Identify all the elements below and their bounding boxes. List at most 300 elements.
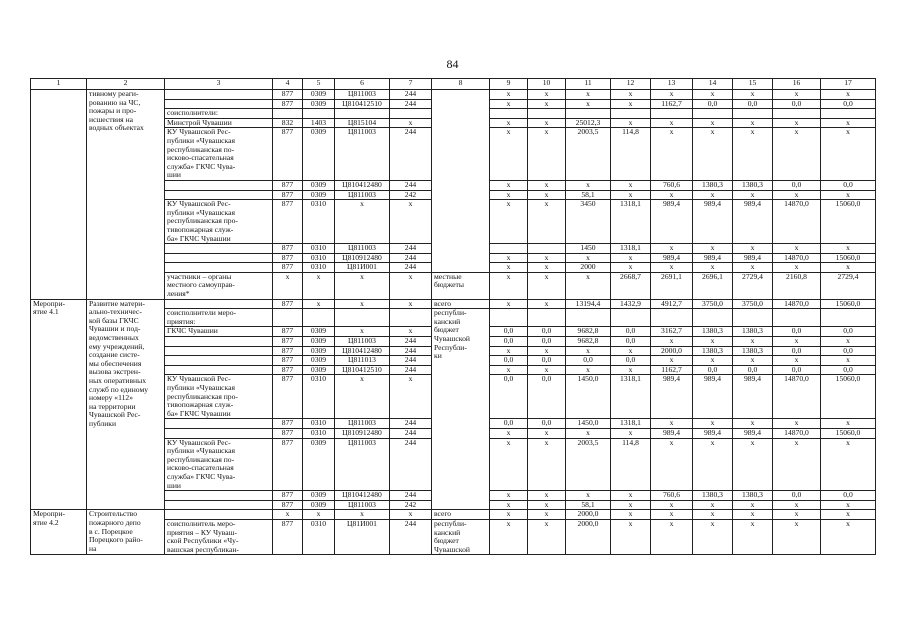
amount-cell: x bbox=[528, 491, 566, 501]
amount-cell: 0,0 bbox=[490, 327, 528, 337]
amount-cell: x bbox=[528, 428, 566, 438]
amount-cell: 14870,0 bbox=[773, 253, 821, 263]
amount-cell: x bbox=[773, 263, 821, 273]
budget-code-cell: 0310 bbox=[303, 253, 335, 263]
amount-cell: 3750,0 bbox=[733, 299, 773, 309]
executor-cell: КУ Чувашской Рес- публики «Чувашская республиканская про- тивопожарная служ- ба» ГКЧС Чувашии bbox=[165, 200, 273, 244]
amount-cell: x bbox=[693, 128, 733, 181]
amount-cell: x bbox=[773, 190, 821, 200]
amount-cell: x bbox=[733, 244, 773, 254]
budget-code-cell: 877 bbox=[273, 190, 303, 200]
budget-code-cell: 0309 bbox=[303, 365, 335, 375]
amount-cell: 9682,8 bbox=[566, 327, 611, 337]
amount-cell: x bbox=[528, 200, 566, 244]
budget-code-cell: 877 bbox=[273, 299, 303, 309]
budget-code-cell: 0309 bbox=[303, 190, 335, 200]
budget-code-cell: 0310 bbox=[303, 428, 335, 438]
amount-cell: x bbox=[773, 356, 821, 366]
budget-code-cell: 0309 bbox=[303, 337, 335, 347]
budget-code-cell: x bbox=[390, 299, 432, 309]
amount-cell: x bbox=[693, 244, 733, 254]
budget-code-cell bbox=[273, 309, 303, 327]
column-header: 2 bbox=[87, 79, 165, 90]
amount-cell: x bbox=[693, 263, 733, 273]
amount-cell: x bbox=[693, 190, 733, 200]
amount-cell: x bbox=[611, 118, 651, 128]
amount-cell: x bbox=[566, 272, 611, 299]
amount-cell: 2696,1 bbox=[693, 272, 733, 299]
amount-cell: x bbox=[733, 263, 773, 273]
budget-code-cell: 244 bbox=[390, 180, 432, 190]
amount-cell: x bbox=[773, 519, 821, 554]
executor-cell: участники – органы местного самоуправ- ления* bbox=[165, 272, 273, 299]
amount-cell: 1318,1 bbox=[611, 244, 651, 254]
amount-cell: 989,4 bbox=[733, 375, 773, 419]
amount-cell: x bbox=[611, 190, 651, 200]
amount-cell bbox=[490, 309, 528, 327]
amount-cell: 0,0 bbox=[821, 180, 876, 190]
amount-cell: x bbox=[773, 419, 821, 429]
amount-cell: x bbox=[651, 519, 693, 554]
amount-cell: 0,0 bbox=[528, 375, 566, 419]
budget-code-cell: 877 bbox=[273, 356, 303, 366]
header-row bbox=[31, 79, 876, 90]
budget-code-cell: Ц811003 bbox=[335, 419, 390, 429]
amount-cell: 989,4 bbox=[733, 253, 773, 263]
budget-code-cell: 877 bbox=[273, 337, 303, 347]
amount-cell: x bbox=[528, 263, 566, 273]
amount-cell: x bbox=[651, 510, 693, 520]
budget-code-cell: 0309 bbox=[303, 438, 335, 491]
budget-code-cell: x bbox=[335, 299, 390, 309]
amount-cell: x bbox=[693, 500, 733, 510]
amount-cell bbox=[566, 109, 611, 119]
budget-table bbox=[30, 78, 876, 555]
amount-cell: 989,4 bbox=[693, 200, 733, 244]
amount-cell: 2003,5 bbox=[566, 438, 611, 491]
amount-cell: 2000,0 bbox=[566, 519, 611, 554]
budget-code-cell: 244 bbox=[390, 99, 432, 109]
amount-cell: x bbox=[733, 510, 773, 520]
budget-code-cell: 877 bbox=[273, 90, 303, 100]
amount-cell: x bbox=[821, 519, 876, 554]
budget-code-cell: x bbox=[390, 118, 432, 128]
amount-cell: 989,4 bbox=[651, 253, 693, 263]
amount-cell bbox=[693, 309, 733, 327]
budget-code-cell: 0309 bbox=[303, 180, 335, 190]
amount-cell: x bbox=[651, 500, 693, 510]
amount-cell: 14870,0 bbox=[773, 375, 821, 419]
measure-id-cell: Меропри- ятие 4.1 bbox=[31, 299, 87, 510]
amount-cell bbox=[611, 309, 651, 327]
amount-cell bbox=[733, 109, 773, 119]
amount-cell: 3750,0 bbox=[693, 299, 733, 309]
amount-cell: 989,4 bbox=[733, 428, 773, 438]
amount-cell: x bbox=[821, 510, 876, 520]
amount-cell: x bbox=[733, 438, 773, 491]
amount-cell bbox=[773, 309, 821, 327]
amount-cell: 989,4 bbox=[733, 200, 773, 244]
amount-cell: x bbox=[528, 519, 566, 554]
funding-source-cell: республи- канский бюджет Чувашской bbox=[432, 519, 490, 554]
amount-cell: x bbox=[566, 99, 611, 109]
executor-cell bbox=[165, 253, 273, 263]
amount-cell: 25012,3 bbox=[566, 118, 611, 128]
amount-cell: x bbox=[490, 519, 528, 554]
amount-cell: x bbox=[528, 365, 566, 375]
budget-code-cell: x bbox=[303, 299, 335, 309]
page-number: 84 bbox=[446, 57, 459, 71]
budget-code-cell: 877 bbox=[273, 519, 303, 554]
amount-cell: x bbox=[490, 99, 528, 109]
amount-cell: x bbox=[611, 263, 651, 273]
amount-cell: 2668,7 bbox=[611, 272, 651, 299]
budget-code-cell: 0310 bbox=[303, 419, 335, 429]
amount-cell: x bbox=[773, 510, 821, 520]
amount-cell: x bbox=[821, 190, 876, 200]
amount-cell: 15060,0 bbox=[821, 253, 876, 263]
budget-code-cell: x bbox=[273, 272, 303, 299]
amount-cell bbox=[651, 109, 693, 119]
amount-cell bbox=[490, 109, 528, 119]
amount-cell: 15060,0 bbox=[821, 200, 876, 244]
amount-cell: x bbox=[490, 128, 528, 181]
amount-cell: 0,0 bbox=[490, 419, 528, 429]
amount-cell: 0,0 bbox=[773, 327, 821, 337]
amount-cell: 15060,0 bbox=[821, 375, 876, 419]
amount-cell: x bbox=[490, 299, 528, 309]
budget-code-cell: 877 bbox=[273, 253, 303, 263]
budget-code-cell: 0310 bbox=[303, 200, 335, 244]
amount-cell: x bbox=[821, 337, 876, 347]
amount-cell bbox=[490, 244, 528, 254]
column-header: 17 bbox=[821, 79, 876, 90]
amount-cell: 0,0 bbox=[693, 99, 733, 109]
amount-cell bbox=[611, 109, 651, 119]
budget-code-cell bbox=[335, 309, 390, 327]
executor-cell bbox=[165, 365, 273, 375]
amount-cell: 0,0 bbox=[773, 346, 821, 356]
amount-cell: 2691,1 bbox=[651, 272, 693, 299]
amount-cell: x bbox=[773, 500, 821, 510]
amount-cell: 2729,4 bbox=[821, 272, 876, 299]
budget-code-cell: 0310 bbox=[303, 244, 335, 254]
amount-cell: x bbox=[611, 90, 651, 100]
budget-code-cell: x bbox=[335, 200, 390, 244]
amount-cell: 1450 bbox=[566, 244, 611, 254]
budget-code-cell: 244 bbox=[390, 438, 432, 491]
amount-cell: x bbox=[611, 519, 651, 554]
amount-cell: 0,0 bbox=[611, 337, 651, 347]
budget-code-cell bbox=[303, 109, 335, 119]
amount-cell: x bbox=[773, 337, 821, 347]
amount-cell: 1318,1 bbox=[611, 419, 651, 429]
budget-code-cell: 242 bbox=[390, 190, 432, 200]
amount-cell: 0,0 bbox=[528, 419, 566, 429]
amount-cell: 0,0 bbox=[693, 365, 733, 375]
amount-cell: 1432,9 bbox=[611, 299, 651, 309]
amount-cell: 3162,7 bbox=[651, 327, 693, 337]
amount-cell: 0,0 bbox=[528, 327, 566, 337]
budget-code-cell: 0309 bbox=[303, 500, 335, 510]
amount-cell bbox=[528, 244, 566, 254]
table-row bbox=[31, 90, 876, 100]
amount-cell: 2000 bbox=[566, 263, 611, 273]
amount-cell: 1318,1 bbox=[611, 375, 651, 419]
budget-code-cell: Ц810412510 bbox=[335, 99, 390, 109]
budget-code-cell: x bbox=[390, 200, 432, 244]
budget-code-cell: 877 bbox=[273, 99, 303, 109]
budget-code-cell: x bbox=[335, 510, 390, 520]
table-row bbox=[31, 510, 876, 520]
amount-cell: x bbox=[528, 90, 566, 100]
amount-cell: x bbox=[651, 90, 693, 100]
amount-cell: 1380,3 bbox=[693, 180, 733, 190]
budget-code-cell: Ц811003 bbox=[335, 244, 390, 254]
budget-code-cell: 877 bbox=[273, 327, 303, 337]
budget-code-cell: x bbox=[390, 510, 432, 520]
budget-code-cell: 877 bbox=[273, 375, 303, 419]
amount-cell: x bbox=[528, 299, 566, 309]
executor-cell bbox=[165, 180, 273, 190]
amount-cell: x bbox=[733, 419, 773, 429]
table-row bbox=[31, 299, 876, 309]
column-header: 6 bbox=[335, 79, 390, 90]
executor-cell bbox=[165, 190, 273, 200]
amount-cell: x bbox=[566, 491, 611, 501]
amount-cell: 0,0 bbox=[821, 365, 876, 375]
budget-code-cell: 877 bbox=[273, 491, 303, 501]
amount-cell: 0,0 bbox=[611, 356, 651, 366]
amount-cell: x bbox=[490, 118, 528, 128]
budget-code-cell: 877 bbox=[273, 346, 303, 356]
amount-cell bbox=[651, 309, 693, 327]
budget-code-cell: Ц815104 bbox=[335, 118, 390, 128]
budget-code-cell: x bbox=[303, 510, 335, 520]
amount-cell: 2000,0 bbox=[566, 510, 611, 520]
amount-cell: x bbox=[611, 253, 651, 263]
amount-cell: x bbox=[490, 510, 528, 520]
amount-cell: 0,0 bbox=[773, 365, 821, 375]
funding-source-cell: всего bbox=[432, 510, 490, 520]
amount-cell: x bbox=[611, 365, 651, 375]
amount-cell: 0,0 bbox=[821, 491, 876, 501]
amount-cell: 13194,4 bbox=[566, 299, 611, 309]
executor-cell bbox=[165, 90, 273, 100]
executor-cell: КУ Чувашской Рес- публики «Чувашская республиканская по- исково-спасательная служба» ГКЧС Чува- шии bbox=[165, 438, 273, 491]
amount-cell: x bbox=[733, 519, 773, 554]
amount-cell: x bbox=[651, 438, 693, 491]
column-header: 13 bbox=[651, 79, 693, 90]
amount-cell: x bbox=[528, 510, 566, 520]
amount-cell: x bbox=[490, 190, 528, 200]
amount-cell: x bbox=[693, 356, 733, 366]
amount-cell: x bbox=[490, 346, 528, 356]
budget-code-cell: Ц810412480 bbox=[335, 491, 390, 501]
budget-code-cell bbox=[390, 109, 432, 119]
measure-name-cell: тивному реаги- рованию на ЧС, пожары и про- исшествия на водных объектах bbox=[87, 90, 165, 300]
amount-cell: 14870,0 bbox=[773, 299, 821, 309]
amount-cell: 0,0 bbox=[528, 337, 566, 347]
budget-code-cell: 0309 bbox=[303, 99, 335, 109]
amount-cell: x bbox=[773, 438, 821, 491]
column-header: 11 bbox=[566, 79, 611, 90]
budget-code-cell: x bbox=[390, 327, 432, 337]
budget-code-cell bbox=[303, 309, 335, 327]
budget-code-cell: 244 bbox=[390, 365, 432, 375]
budget-code-cell: 244 bbox=[390, 90, 432, 100]
amount-cell bbox=[528, 109, 566, 119]
budget-code-cell: Ц811003 bbox=[335, 128, 390, 181]
amount-cell: x bbox=[528, 99, 566, 109]
funding-source-cell: местные бюджеты bbox=[432, 272, 490, 299]
amount-cell: x bbox=[490, 491, 528, 501]
budget-code-cell: 244 bbox=[390, 491, 432, 501]
budget-code-cell: Ц811003 bbox=[335, 90, 390, 100]
amount-cell: x bbox=[821, 356, 876, 366]
measure-name-cell: Развитие матери- ально-техничес- кой базы ГКЧС Чувашии и под- ведомственных ему учреждений, создание систе- мы обеспечения вызова экстрен- ных оперативных служб по единому номеру «112» на территории Чувашской Рес- публики bbox=[87, 299, 165, 510]
amount-cell: x bbox=[693, 510, 733, 520]
amount-cell: 1380,3 bbox=[733, 327, 773, 337]
budget-code-cell: 244 bbox=[390, 244, 432, 254]
amount-cell bbox=[566, 309, 611, 327]
budget-code-cell: Ц811003 bbox=[335, 438, 390, 491]
budget-code-cell: x bbox=[335, 272, 390, 299]
executor-cell bbox=[165, 244, 273, 254]
executor-cell bbox=[165, 337, 273, 347]
amount-cell: x bbox=[733, 500, 773, 510]
budget-code-cell: 0309 bbox=[303, 327, 335, 337]
budget-code-cell: 832 bbox=[273, 118, 303, 128]
amount-cell: x bbox=[693, 337, 733, 347]
amount-cell: x bbox=[611, 99, 651, 109]
column-header: 15 bbox=[733, 79, 773, 90]
amount-cell: 0,0 bbox=[821, 99, 876, 109]
funding-source-cell: республи- канский бюджет Чувашской Республи- ки bbox=[432, 309, 490, 510]
budget-code-cell: 0309 bbox=[303, 128, 335, 181]
budget-code-cell: 0310 bbox=[303, 375, 335, 419]
budget-code-cell: 877 bbox=[273, 128, 303, 181]
amount-cell: 1162,7 bbox=[651, 99, 693, 109]
amount-cell: x bbox=[773, 90, 821, 100]
amount-cell: x bbox=[566, 90, 611, 100]
amount-cell: x bbox=[821, 244, 876, 254]
column-header: 8 bbox=[432, 79, 490, 90]
amount-cell: x bbox=[821, 118, 876, 128]
amount-cell: x bbox=[528, 272, 566, 299]
amount-cell: 0,0 bbox=[490, 356, 528, 366]
budget-code-cell: 877 bbox=[273, 180, 303, 190]
amount-cell: 1450,0 bbox=[566, 419, 611, 429]
amount-cell: x bbox=[733, 118, 773, 128]
budget-code-cell: 0310 bbox=[303, 263, 335, 273]
amount-cell: x bbox=[566, 253, 611, 263]
amount-cell: x bbox=[821, 90, 876, 100]
budget-code-cell: 244 bbox=[390, 428, 432, 438]
amount-cell: 2729,4 bbox=[733, 272, 773, 299]
amount-cell: x bbox=[693, 419, 733, 429]
amount-cell: x bbox=[611, 428, 651, 438]
budget-code-cell: 244 bbox=[390, 337, 432, 347]
executor-cell: КУ Чувашской Рес- публики «Чувашская республиканская про- тивопожарная служ- ба» ГКЧС Чувашии bbox=[165, 375, 273, 419]
amount-cell: 0,0 bbox=[566, 356, 611, 366]
amount-cell: x bbox=[733, 128, 773, 181]
amount-cell: 989,4 bbox=[693, 428, 733, 438]
amount-cell: x bbox=[528, 180, 566, 190]
budget-code-cell: 0309 bbox=[303, 346, 335, 356]
amount-cell: 0,0 bbox=[528, 356, 566, 366]
executor-cell bbox=[165, 299, 273, 309]
amount-cell: 1380,3 bbox=[693, 491, 733, 501]
executor-cell bbox=[165, 510, 273, 520]
budget-code-cell: 877 bbox=[273, 428, 303, 438]
executor-cell: ГКЧС Чувашии bbox=[165, 327, 273, 337]
amount-cell: 989,4 bbox=[651, 428, 693, 438]
amount-cell: 58,1 bbox=[566, 190, 611, 200]
amount-cell: 15060,0 bbox=[821, 428, 876, 438]
budget-code-cell: x bbox=[335, 327, 390, 337]
amount-cell: x bbox=[733, 356, 773, 366]
amount-cell: x bbox=[821, 500, 876, 510]
budget-code-cell: 244 bbox=[390, 356, 432, 366]
amount-cell: 1380,3 bbox=[733, 491, 773, 501]
amount-cell: x bbox=[821, 263, 876, 273]
amount-cell: x bbox=[611, 500, 651, 510]
budget-code-cell: Ц810412510 bbox=[335, 365, 390, 375]
amount-cell: x bbox=[773, 118, 821, 128]
budget-code-cell: Ц811003 bbox=[335, 337, 390, 347]
amount-cell: 0,0 bbox=[773, 99, 821, 109]
amount-cell: 0,0 bbox=[773, 491, 821, 501]
budget-code-cell: Ц811013 bbox=[335, 356, 390, 366]
executor-cell: КУ Чувашской Рес- публики «Чувашская республиканская по- исково-спасательная служба» ГКЧС Чува- шии bbox=[165, 128, 273, 181]
amount-cell: 0,0 bbox=[773, 180, 821, 190]
amount-cell: x bbox=[693, 438, 733, 491]
budget-code-cell: Ц810412480 bbox=[335, 346, 390, 356]
budget-code-cell bbox=[273, 109, 303, 119]
amount-cell: 114,8 bbox=[611, 128, 651, 181]
amount-cell: x bbox=[693, 519, 733, 554]
amount-cell: x bbox=[611, 510, 651, 520]
executor-cell bbox=[165, 346, 273, 356]
amount-cell: x bbox=[528, 118, 566, 128]
amount-cell: x bbox=[733, 190, 773, 200]
column-header: 1 bbox=[31, 79, 87, 90]
budget-code-cell: 244 bbox=[390, 346, 432, 356]
budget-code-cell: x bbox=[390, 272, 432, 299]
amount-cell: 989,4 bbox=[651, 200, 693, 244]
amount-cell: 989,4 bbox=[693, 253, 733, 263]
amount-cell: 2000,0 bbox=[651, 346, 693, 356]
executor-cell bbox=[165, 491, 273, 501]
amount-cell: 1450,0 bbox=[566, 375, 611, 419]
budget-code-cell: x bbox=[273, 510, 303, 520]
amount-cell: 0,0 bbox=[490, 375, 528, 419]
amount-cell: x bbox=[490, 253, 528, 263]
executor-cell: соисполнитель меро- приятия – КУ Чуваш- ской Республики «Чу- вашская республикан- bbox=[165, 519, 273, 554]
amount-cell: 1380,3 bbox=[693, 327, 733, 337]
budget-code-cell: 0309 bbox=[303, 356, 335, 366]
amount-cell: 2160,8 bbox=[773, 272, 821, 299]
amount-cell: 1380,3 bbox=[693, 346, 733, 356]
amount-cell: 1380,3 bbox=[733, 180, 773, 190]
amount-cell: x bbox=[566, 365, 611, 375]
amount-cell: x bbox=[528, 128, 566, 181]
budget-code-cell: Ц81И001 bbox=[335, 519, 390, 554]
amount-cell: 989,4 bbox=[693, 375, 733, 419]
measure-name-cell: Строительство пожарного депо в с. Порецкое Порецкого райо- на bbox=[87, 510, 165, 555]
amount-cell bbox=[821, 109, 876, 119]
